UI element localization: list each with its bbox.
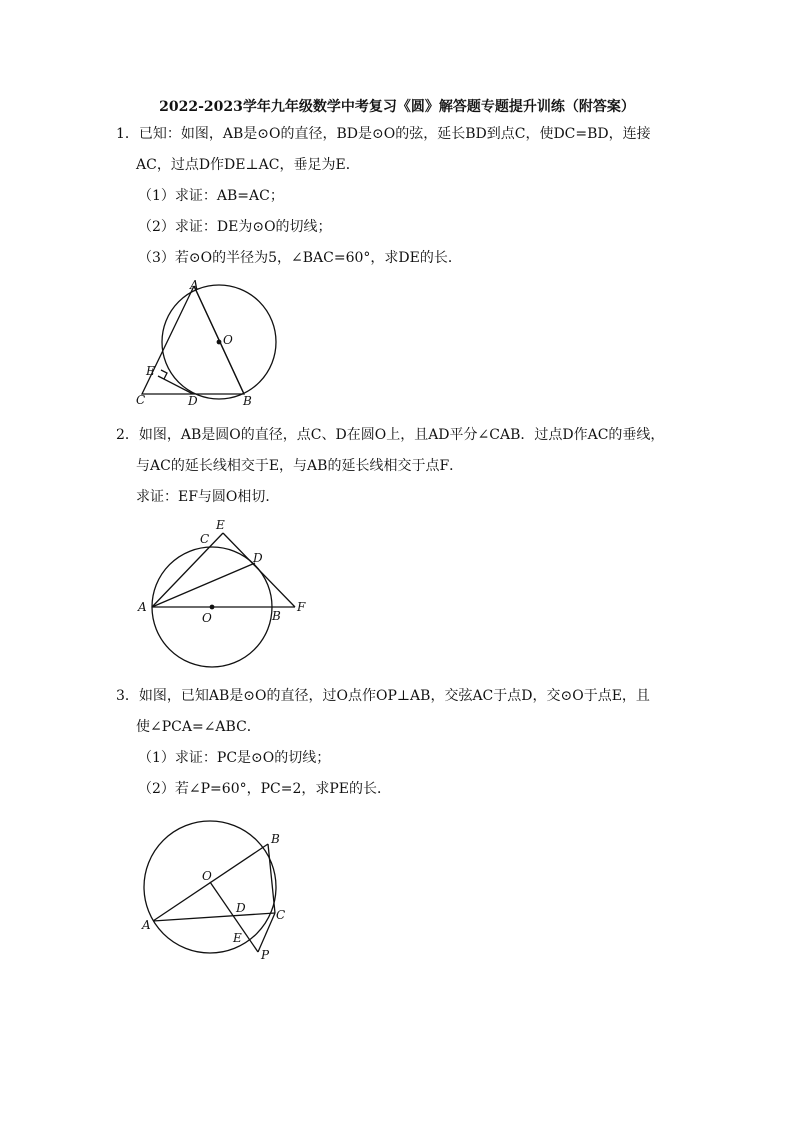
problem-3-line-2: 使∠PCA=∠ABC． [136, 719, 261, 735]
problem-1-part-1: （1）求证：AB=AC； [138, 188, 284, 204]
problem-2-line-1: 2．如图，AB是圆O的直径，点C、D在圆O上，且AD平分∠CAB．过点D作AC的垂线， [116, 427, 665, 443]
label-o: O [223, 333, 233, 347]
label-c: C [200, 532, 210, 546]
chord-bc [268, 844, 275, 913]
label-p: P [261, 948, 270, 962]
circle-o [144, 821, 276, 953]
line-ad [152, 563, 255, 607]
label-b: B [272, 609, 281, 623]
label-d: D [236, 901, 246, 915]
tangent-pc [258, 913, 275, 952]
problem-2-figure [130, 515, 320, 670]
chord-ac [153, 913, 275, 921]
label-e: E [216, 518, 225, 532]
label-e: E [233, 931, 242, 945]
label-d: D [188, 394, 198, 408]
label-e: E [146, 364, 155, 378]
problem-1-figure [130, 278, 290, 413]
label-d: D [253, 551, 263, 565]
label-c: C [276, 908, 286, 922]
problem-1-line-1: 1．已知：如图，AB是⊙O的直径，BD是⊙O的弦，延长BD到点C，使DC=BD，连接 [116, 126, 651, 142]
label-a: A [190, 278, 199, 292]
line-ef [223, 533, 295, 607]
document-title: 2022-2023学年九年级数学中考复习《圆》解答题专题提升训练（附答案） [159, 99, 635, 115]
label-b: B [243, 394, 252, 408]
center-point [217, 340, 222, 345]
problem-1-part-3: （3）若⊙O的半径为5，∠BAC=60°，求DE的长． [138, 250, 462, 266]
problem-3-figure [130, 815, 300, 965]
problem-1-line-2: AC，过点D作DE⊥AC，垂足为E． [136, 157, 360, 173]
problem-3-part-2: （2）若∠P=60°，PC=2，求PE的长． [138, 781, 392, 797]
label-f: F [297, 600, 306, 614]
problem-3-line-1: 3．如图，已知AB是⊙O的直径，过O点作OP⊥AB，交弦AC于点D，交⊙O于点E，且 [116, 688, 650, 704]
label-o: O [202, 611, 212, 625]
line-ae [152, 533, 223, 607]
label-b: B [271, 832, 280, 846]
problem-3-part-1: （1）求证：PC是⊙O的切线； [138, 750, 331, 766]
problem-2-line-3: 求证：EF与圆O相切． [136, 489, 280, 505]
label-c: C [136, 393, 146, 407]
label-o: O [202, 869, 212, 883]
label-a: A [142, 918, 151, 932]
center-point [210, 605, 215, 610]
problem-2-line-2: 与AC的延长线相交于E，与AB的延长线相交于点F． [136, 458, 464, 474]
label-a: A [138, 600, 147, 614]
problem-1-part-2: （2）求证：DE为⊙O的切线； [138, 219, 332, 235]
